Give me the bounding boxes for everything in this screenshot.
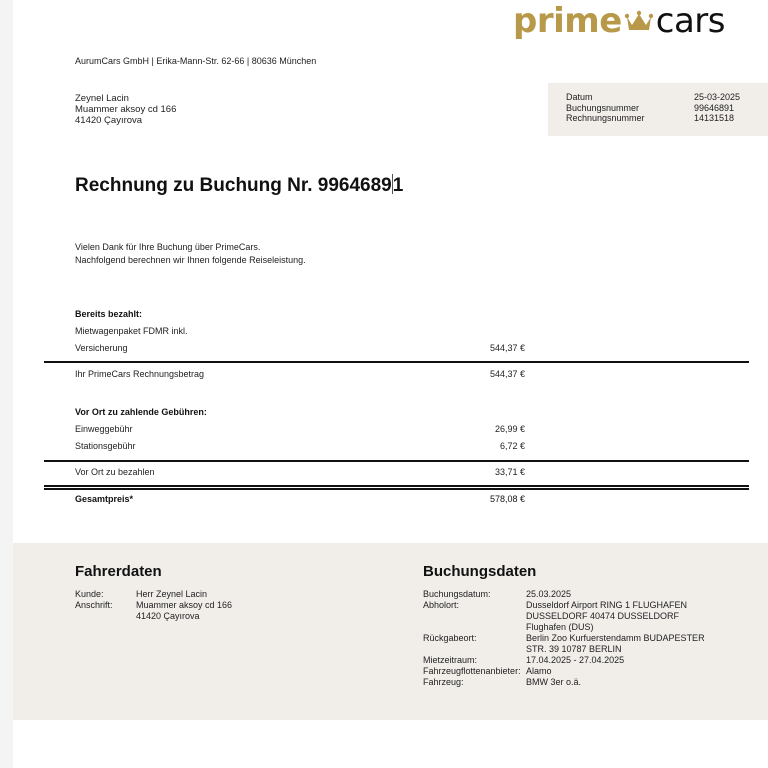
paid-subtotal-row: [75, 369, 525, 379]
driver-section-title: Fahrerdaten: [75, 563, 162, 580]
crown-icon: [624, 9, 654, 33]
logo-cars-text: cars: [655, 1, 725, 41]
paid-heading-label: Bereits bezahlt:: [75, 309, 143, 319]
recipient-address: [75, 93, 176, 126]
onsite-subtotal-row: [75, 467, 525, 477]
driver-value: Muammer aksoy cd 166: [136, 600, 233, 610]
info-label: Datum: [566, 92, 593, 102]
driver-details: [75, 589, 232, 622]
total-row: [75, 494, 525, 504]
line-item-label: Versicherung: [75, 343, 128, 353]
info-value: 14131518: [694, 113, 735, 123]
info-row-rechnungsnummer: [566, 113, 740, 124]
line-item: [75, 326, 525, 336]
recipient-street: Muammer aksoy cd 166: [75, 104, 177, 115]
subtotal-amount: 33,71 €: [494, 467, 525, 477]
driver-value: Herr Zeynel Lacin: [136, 589, 208, 599]
booking-value: 25.03.2025: [526, 589, 572, 599]
booking-label: Mietzeitraum:: [423, 655, 478, 665]
booking-row: [423, 600, 705, 633]
booking-label: Fahrzeug:: [423, 677, 464, 687]
subtotal-amount: 544,37 €: [489, 369, 525, 379]
page-title: [75, 174, 403, 197]
booking-value: Berlin Zoo Kurfuerstendamm BUDAPESTER: [526, 633, 705, 643]
info-row-datum: [566, 92, 740, 103]
sender-address: AurumCars GmbH | Erika-Mann-Str. 62-66 | 80636 München: [75, 56, 317, 66]
left-margin-strip: [0, 0, 13, 768]
intro-line-2: Nachfolgend berechnen wir Ihnen folgende Reiseleistung.: [75, 255, 306, 265]
paid-heading: [75, 309, 525, 319]
info-row-buchungsnummer: [566, 103, 740, 114]
booking-row: [423, 655, 705, 666]
line-item-label: Mietwagenpaket FDMR inkl.: [75, 326, 188, 336]
booking-details: [423, 589, 705, 688]
booking-label: Fahrzeugflottenanbieter:: [423, 666, 521, 676]
booking-row: [423, 666, 705, 677]
line-item-label: Einweggebühr: [75, 424, 133, 434]
driver-value: 41420 Çayırova: [136, 611, 200, 621]
subtotal-label: Ihr PrimeCars Rechnungsbetrag: [75, 369, 205, 379]
line-item-amount: 26,99 €: [494, 424, 525, 434]
line-item: [75, 424, 525, 434]
driver-label: Anschrift:: [75, 600, 113, 610]
invoice-info-box: [548, 83, 768, 136]
booking-value: Alamo: [526, 666, 552, 676]
line-item-amount: 6,72 €: [499, 441, 525, 451]
booking-section-title: Buchungsdaten: [423, 563, 537, 580]
subtotal-label: Vor Ort zu bezahlen: [75, 467, 155, 477]
booking-label: Rückgabeort:: [423, 633, 477, 643]
booking-label: Abholort:: [423, 600, 460, 610]
booking-value: 17.04.2025 - 27.04.2025: [526, 655, 625, 665]
logo-prime-text: prime: [513, 1, 622, 41]
line-item: [75, 343, 525, 353]
total-amount: 578,08 €: [489, 494, 525, 504]
info-value: 25-03-2025: [694, 92, 741, 102]
title-text-end: 1: [392, 175, 404, 196]
booking-value: BMW 3er o.ä.: [526, 677, 582, 687]
title-text: Rechnung zu Buchung Nr. 9964689: [75, 175, 392, 196]
booking-row: [423, 589, 705, 600]
intro-text: [75, 241, 306, 267]
onsite-heading-label: Vor Ort zu zahlende Gebühren:: [75, 407, 207, 417]
booking-value: DUSSELDORF 40474 DUSSELDORF: [526, 611, 680, 621]
onsite-heading: [75, 407, 525, 417]
booking-row: [423, 633, 705, 655]
divider: [44, 460, 749, 462]
driver-label: Kunde:: [75, 589, 104, 599]
info-label: Buchungsnummer: [566, 102, 640, 113]
double-divider-bottom: [44, 488, 749, 490]
primecars-logo: [513, 0, 725, 42]
booking-row: [423, 677, 705, 688]
line-item-amount: 544,37 €: [489, 343, 525, 353]
recipient-name: Zeynel Lacin: [75, 93, 129, 104]
booking-value: Flughafen (DUS): [526, 622, 594, 632]
booking-value: Dusseldorf Airport RING 1 FLUGHAFEN: [526, 600, 688, 610]
booking-label: Buchungsdatum:: [423, 589, 491, 599]
divider: [44, 361, 749, 363]
recipient-city: 41420 Çayırova: [75, 115, 143, 126]
line-item: [75, 441, 525, 451]
double-divider-top: [44, 485, 749, 487]
intro-line-1: Vielen Dank für Ihre Buchung über PrimeCars.: [75, 242, 261, 252]
booking-value: STR. 39 10787 BERLIN: [526, 644, 622, 654]
total-label: Gesamtpreis*: [75, 494, 134, 504]
line-item-label: Stationsgebühr: [75, 441, 136, 451]
info-value: 99646891: [694, 102, 735, 113]
info-label: Rechnungsnummer: [566, 113, 645, 123]
